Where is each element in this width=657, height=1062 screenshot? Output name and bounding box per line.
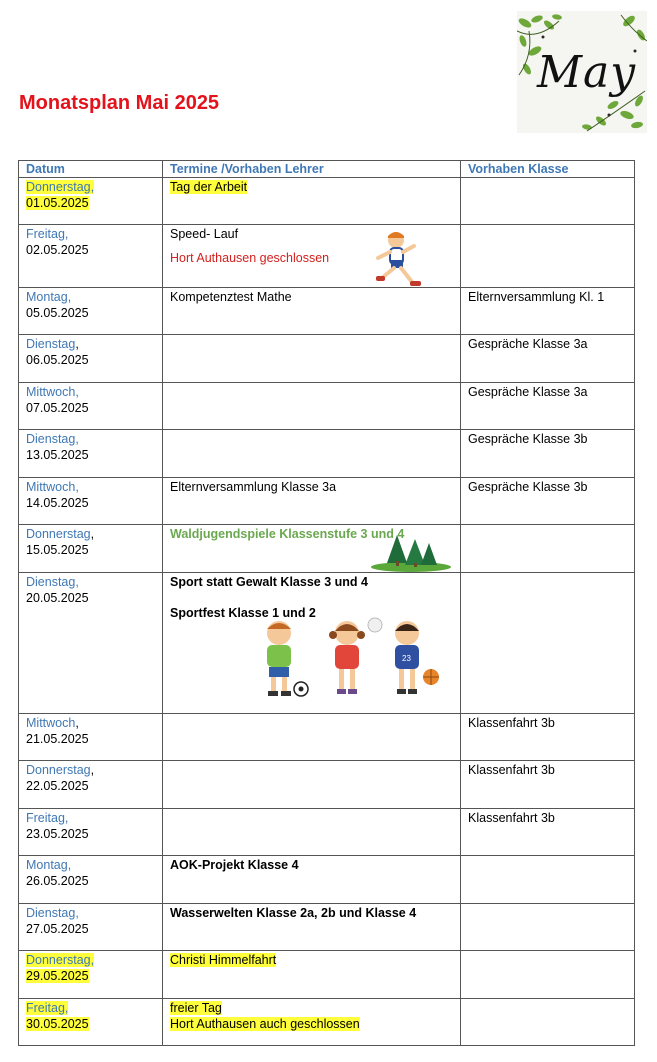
header-vorhaben-klasse: Vorhaben Klasse [461, 161, 635, 178]
page-title: Monatsplan Mai 2025 [19, 92, 220, 114]
event-text: Speed- Lauf [170, 227, 239, 241]
date-cell [19, 809, 163, 856]
date-cell [19, 225, 163, 288]
day-label: Mittwoch [26, 716, 76, 730]
date-label: 02.05.2025 [26, 243, 89, 257]
date-cell [19, 383, 163, 430]
date-label: 07.05.2025 [26, 401, 89, 415]
day-comma: , [90, 763, 95, 777]
jersey-number: 23 [402, 654, 411, 663]
table-row [19, 951, 635, 999]
table-row [19, 225, 635, 288]
date-label: 13.05.2025 [26, 448, 89, 462]
table-row [19, 288, 635, 335]
event-text: Sport statt Gewalt Klasse 3 und 4 [170, 575, 368, 589]
date-label: 26.05.2025 [26, 874, 89, 888]
event-text: Waldjugendspiele Klassenstufe 3 und 4 [170, 527, 405, 541]
teacher-cell: Kompetenztest Mathe [163, 288, 461, 335]
class-cell [461, 999, 635, 1046]
class-cell [461, 904, 635, 951]
date-label: 23.05.2025 [26, 827, 89, 841]
date-cell [19, 999, 163, 1046]
runner-illustration [368, 228, 434, 288]
class-cell: Klassenfahrt 3b [461, 809, 635, 856]
event-text: Sportfest Klasse 1 und 2 [170, 606, 316, 620]
day-label: Freitag, [26, 227, 69, 241]
table-row [19, 714, 635, 761]
table-header-row [19, 161, 635, 178]
day-label: Mittwoch, [26, 480, 79, 494]
day-label: Montag, [26, 290, 72, 304]
teacher-cell [163, 335, 461, 383]
teacher-cell: Elternversammlung Klasse 3a [163, 478, 461, 525]
class-cell: Gespräche Klasse 3b [461, 430, 635, 478]
day-label: Donnerstag [26, 527, 91, 541]
class-cell: Elternversammlung Kl. 1 [461, 288, 635, 335]
day-label: Dienstag [26, 337, 76, 351]
date-cell [19, 761, 163, 809]
table-row [19, 178, 635, 225]
table-row [19, 573, 635, 714]
event-text: Hort Authausen auch geschlossen [170, 1017, 360, 1031]
day-label: Mittwoch, [26, 385, 79, 399]
day-label: Donnerstag, [26, 180, 95, 194]
day-label: Donnerstag [26, 763, 91, 777]
date-cell [19, 335, 163, 383]
event-text: Tag der Arbeit [170, 180, 248, 194]
date-label: 06.05.2025 [26, 353, 89, 367]
class-cell [461, 225, 635, 288]
kids-sports-illustration [251, 617, 441, 699]
table-row [19, 478, 635, 525]
date-label: 14.05.2025 [26, 496, 89, 510]
may-logo [517, 11, 647, 133]
table-row [19, 383, 635, 430]
teacher-cell [163, 573, 461, 714]
table-row [19, 999, 635, 1046]
teacher-cell [163, 761, 461, 809]
date-label: 21.05.2025 [26, 732, 89, 746]
day-comma: , [75, 337, 79, 351]
date-cell [19, 288, 163, 335]
table-row [19, 809, 635, 856]
date-label: 01.05.2025 [26, 196, 89, 210]
class-cell: Gespräche Klasse 3a [461, 335, 635, 383]
event-text: Christi Himmelfahrt [170, 953, 277, 967]
class-cell [461, 856, 635, 904]
date-label: 20.05.2025 [26, 591, 89, 605]
class-cell [461, 951, 635, 999]
month-plan-table [18, 160, 635, 1046]
header-termine: Termine /Vorhaben Lehrer [163, 161, 461, 178]
table-row [19, 430, 635, 478]
day-label: Dienstag, [26, 432, 79, 446]
class-cell [461, 178, 635, 225]
header-datum: Datum [19, 161, 163, 178]
date-cell [19, 525, 163, 573]
teacher-cell [163, 383, 461, 430]
may-logo-text: May [537, 47, 637, 98]
table-row [19, 525, 635, 573]
date-cell [19, 478, 163, 525]
date-cell [19, 904, 163, 951]
teacher-cell: AOK-Projekt Klasse 4 [163, 856, 461, 904]
day-comma: , [75, 716, 79, 730]
date-label: 22.05.2025 [26, 779, 89, 793]
teacher-cell [163, 430, 461, 478]
date-cell [19, 856, 163, 904]
day-comma: , [90, 527, 95, 541]
class-cell: Klassenfahrt 3b [461, 714, 635, 761]
day-label: Dienstag, [26, 575, 79, 589]
event-text: Hort Authausen geschlossen [170, 251, 330, 265]
teacher-cell [163, 178, 461, 225]
table-row [19, 904, 635, 951]
event-text: freier Tag [170, 1001, 222, 1015]
day-label: Montag, [26, 858, 72, 872]
teacher-cell [163, 525, 461, 573]
date-cell [19, 178, 163, 225]
date-cell [19, 951, 163, 999]
date-label: 15.05.2025 [26, 543, 89, 557]
teacher-cell [163, 999, 461, 1046]
class-cell [461, 573, 635, 714]
teacher-cell [163, 225, 461, 288]
table-row [19, 761, 635, 809]
class-cell [461, 525, 635, 573]
date-label: 27.05.2025 [26, 922, 89, 936]
teacher-cell [163, 809, 461, 856]
table-row [19, 856, 635, 904]
date-cell [19, 573, 163, 714]
date-label: 30.05.2025 [26, 1017, 89, 1031]
date-cell [19, 714, 163, 761]
date-label: 05.05.2025 [26, 306, 89, 320]
day-label: Donnerstag, [26, 953, 95, 967]
day-label: Freitag, [26, 811, 69, 825]
teacher-cell: Wasserwelten Klasse 2a, 2b und Klasse 4 [163, 904, 461, 951]
table-row [19, 335, 635, 383]
day-label: Dienstag, [26, 906, 79, 920]
date-cell [19, 430, 163, 478]
class-cell: Klassenfahrt 3b [461, 761, 635, 809]
day-label: Freitag, [26, 1001, 69, 1015]
class-cell: Gespräche Klasse 3b [461, 478, 635, 525]
class-cell: Gespräche Klasse 3a [461, 383, 635, 430]
teacher-cell [163, 714, 461, 761]
teacher-cell [163, 951, 461, 999]
date-label: 29.05.2025 [26, 969, 89, 983]
